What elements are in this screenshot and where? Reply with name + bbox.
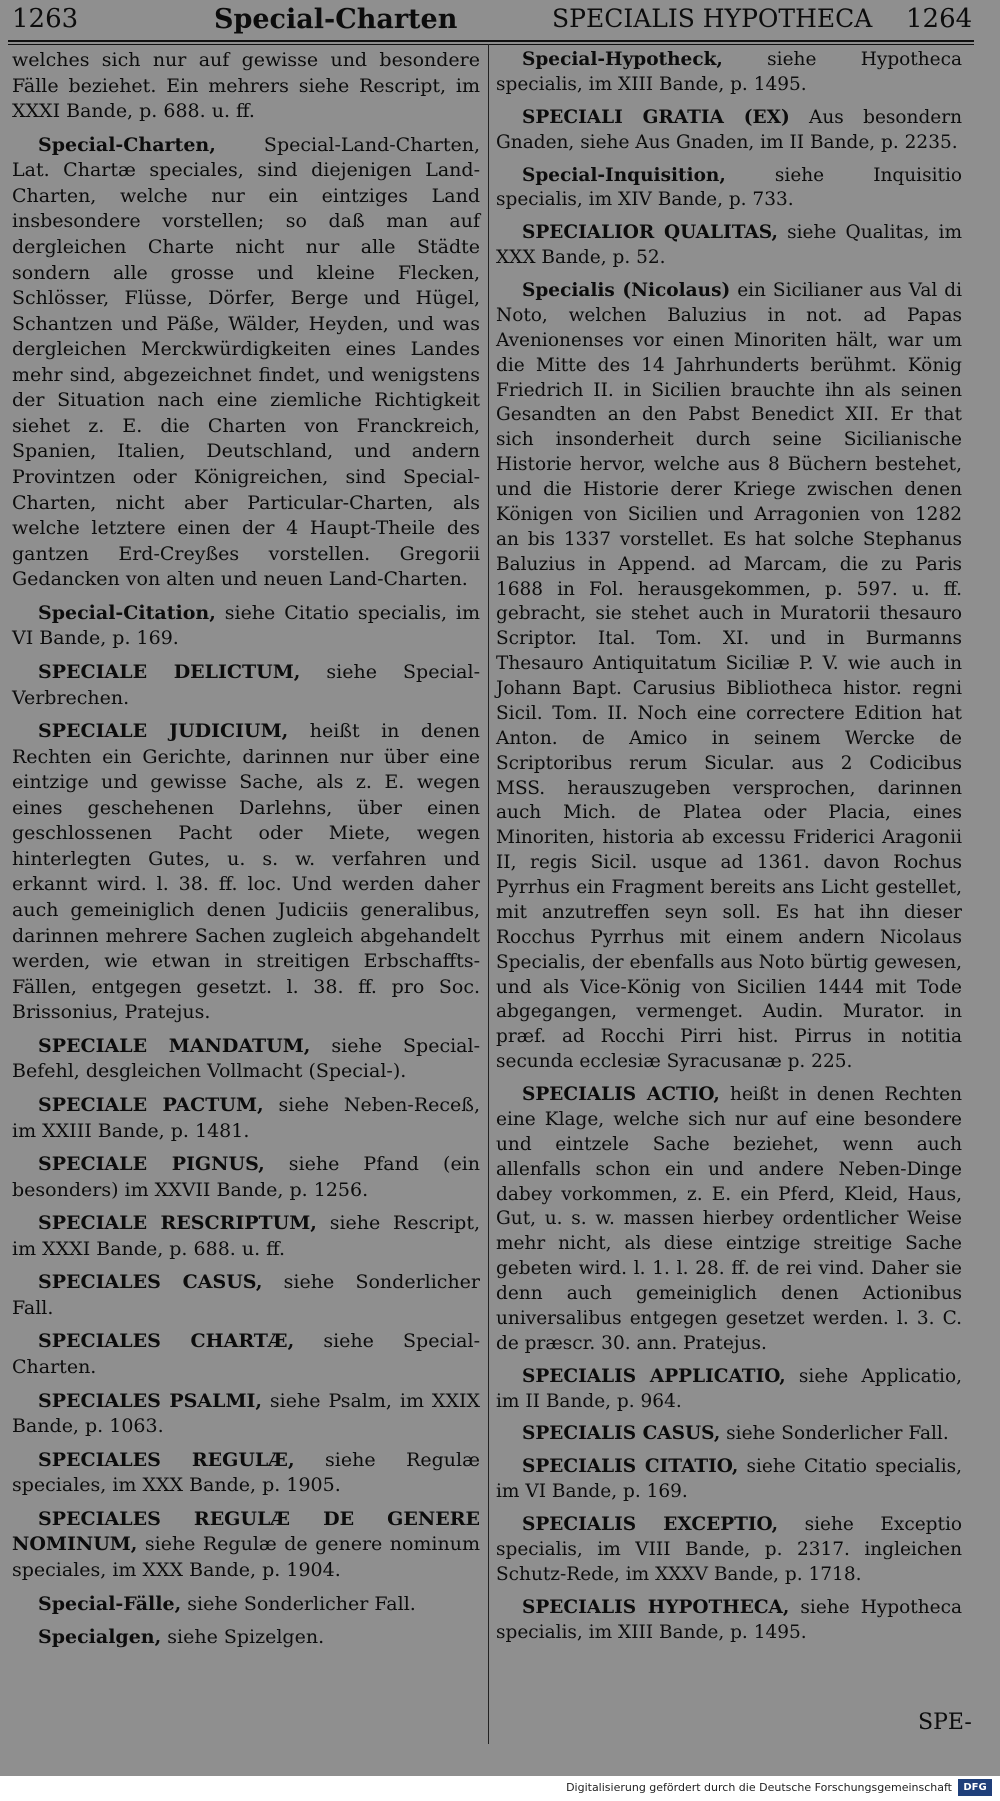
dictionary-entry [496,164,962,214]
funding-credit: Digitalisierung gefördert durch die Deutsche Forschungsgemeinschaft [566,1781,952,1794]
dictionary-entry [496,1455,962,1505]
entry-text: siehe Sonderlicher Fall. [720,1423,949,1445]
entry-text: siehe Qualitas, im XXX Bande, p. 52. [496,222,962,269]
dictionary-entry [12,1625,480,1651]
entry-headword: SPECIALIS CASUS, [522,1423,721,1445]
entry-headword: SPECIALE PACTUM, [38,1093,264,1116]
entry-headword: SPECIALIS EXCEPTIO, [522,1514,779,1535]
dictionary-entry [12,1034,480,1085]
dictionary-entry [12,1448,480,1499]
header-rule [8,40,974,42]
entry-headword: SPECIALE RESCRIPTUM, [38,1212,317,1235]
right-page-number: 1264 [906,4,973,34]
entry-headword: Special-Charten, [38,133,216,156]
entry-headword: SPECIALE MANDATUM, [38,1034,311,1057]
entry-text: siehe Regulæ speciales, im XXX Bande, p. 1905. [12,1448,480,1497]
entry-headword: SPECIALIOR QUALITAS, [522,222,778,244]
entry-text: siehe Hypotheca specialis, im XIII Bande, p. 1495. [496,1596,962,1643]
entry-headword: SPECIALES CASUS, [38,1271,263,1294]
dictionary-entry [12,133,480,593]
entry-text: siehe Hypotheca specialis, im XIII Bande, p. 1495. [496,49,962,95]
left-running-title: Special-Charten [214,4,458,35]
dictionary-entry [496,279,962,1075]
dictionary-entry [496,106,962,156]
entry-text: welches sich nur auf gewisse und besondere Fälle beziehet. Ein mehrers siehe Rescript, im XXXI Bande, p. 688. u. ff. [12,49,480,123]
entry-text: siehe Exceptio specialis, im VIII Bande, p. 2317. ingleichen Schutz-Rede, im XXXV Bande, p. 1718. [496,1514,962,1585]
dictionary-entry [12,719,480,1026]
entry-headword: Special-Fälle, [38,1592,182,1615]
entry-headword: SPECIALE DELICTUM, [38,660,301,683]
dictionary-entry [12,660,480,711]
dictionary-entry [12,1093,480,1144]
entry-text: siehe Sonderlicher Fall. [181,1592,416,1615]
left-page-number: 1263 [12,4,79,34]
entry-headword: SPECIALI GRATIA (EX) [522,106,790,128]
entry-headword: Special-Inquisition, [522,164,726,186]
digitization-footer [0,1776,1000,1801]
entry-text: siehe Applicatio, im II Bande, p. 964. [496,1365,962,1412]
entry-headword: SPECIALES CHARTÆ, [38,1330,295,1353]
dictionary-entry [496,1365,962,1415]
column-divider [488,44,489,1744]
dictionary-entry [12,1389,480,1440]
dictionary-entry [12,1211,480,1262]
left-column [12,48,480,1659]
dictionary-entry [496,1422,962,1447]
entry-text: heißt in denen Rechten eine Klage, welche sich nur auf eine besondere und eintzele Sache beziehet, wenn auch allenfalls schon ein und andere Neben-Dinge dabey vorkommen, z. E. ein Pferd, Kleid, Haus, Gut, u. s. w. massen hierbey ordentlicher Weise mehr nicht, als diese eintzige streitige Sache gebeten wird. l. 1. l. 28. ff. de rei vind. Daher sie denn auch gemeiniglich denen Actionibus universalibus entgegen gesetzet werden. l. 3. C. de præscr. 30. ann. Pratejus. [496,1084,962,1354]
dictionary-entry [12,1152,480,1203]
dictionary-entry [12,1507,480,1584]
entry-text: ein Sicilianer aus Val di Noto, welchen Baluzius in not. ad Papas Avenionenses vor einen Minoriten hält, war um die Mitte des 14 Jahrhunderts berühmt. König Friedrich II. in Sicilien brauchte ihn als seinen Gesandten an den Pabst Benedict XII. Er that sich insonderheit durch seine Sicilianische Historie hervor, welche aus 8 Büchern bestehet, und die Historie derer Kriege zwischen denen Königen von Sicilien und Arragonien von 1282 an bis 1337 vorstellet. Es hat solche Stephanus Baluzius in Append. ad Marcam, die zu Paris 1688 in Fol. herausgekommen, p. 597. u. ff. gebracht, sie stehet auch in Muratorii thesauro Scriptor. Ital. Tom. XI. und in Burmanns Thesauro Antiquitatum Siciliæ P. V. wie auch in Johann Bapt. Carusius Bibliotheca histor. regni Sicil. Tom. II. Noch eine correctere Edition hat Anton. de Amico in seinem Wercke de Scriptoribus rerum Sicular. aus 2 Codicibus MSS. herauszugeben versprochen, darinnen auch Mich. de Platea oder Placia, eines Minoriten, historia ab excessu Friderici Aragonii II, regis Sicil. usque ad 1361. davon Rochus Pyrrhus ein Fragment bereits ans Licht gestellet, mit anzutreffen seyn soll. Es hat ihn dieser Rocchus Pyrrhus mit einem andern Nicolaus Specialis, der ebenfalls aus Noto bürtig gewesen, und als Vice-König von Sicilien 1444 mit Tode abgegangen, vermenget. Audin. Murator. in præf. ad Rocchi Pirri hist. Pirrus in notitia secunda ecclesiæ Syracusanæ p. 225. [496,280,962,1073]
entry-text: siehe Special-Befehl, desgleichen Vollmacht (Special-). [12,1034,480,1083]
entry-text: Aus besondern Gnaden, siehe Aus Gnaden, im II Bande, p. 2235. [496,106,962,153]
entry-text: siehe Inquisitio specialis, im XIV Bande, p. 733. [496,164,962,211]
entry-headword: SPECIALE JUDICIUM, [38,720,289,743]
dictionary-entry [12,1270,480,1321]
dictionary-entry [496,1596,962,1646]
entry-headword: Specialis (Nicolaus) [522,280,731,301]
dictionary-entry [496,221,962,271]
entry-text: siehe Psalm, im XXIX Bande, p. 1063. [12,1389,481,1438]
entry-text: siehe Citatio specialis, im VI Bande, p. 169. [496,1456,962,1503]
dictionary-entry [496,48,962,98]
entry-text: siehe Regulæ de genere nominum speciales, im XXX Bande, p. 1904. [12,1533,480,1581]
entry-headword: Special-Citation, [38,601,216,624]
entry-headword: Special-Hypotheck, [522,49,723,70]
header-rule-secondary [8,44,974,45]
dfg-logo-icon: DFG [958,1779,992,1796]
entry-headword: SPECIALIS ACTIO, [522,1084,720,1105]
entry-headword: SPECIALIS APPLICATIO, [522,1365,786,1387]
entry-headword: SPECIALES REGULÆ DE GENERE NOMINUM, [12,1507,480,1556]
entry-headword: Specialgen, [38,1626,162,1649]
running-header [0,0,1000,50]
entry-headword: SPECIALE PIGNUS, [38,1153,265,1176]
dictionary-entry [496,1513,962,1588]
entry-text: siehe Sonderlicher Fall. [12,1271,481,1319]
entry-headword: SPECIALIS CITATIO, [522,1456,739,1478]
entry-headword: SPECIALES PSALMI, [38,1389,262,1412]
entry-text: siehe Spizelgen. [161,1626,325,1649]
dictionary-entry [12,48,480,125]
entry-text: siehe Neben-Receß, im XXIII Bande, p. 1481. [12,1093,480,1142]
entry-text: siehe Citatio specialis, im VI Bande, p. 169. [12,601,480,650]
entry-headword: SPECIALIS HYPOTHECA, [522,1596,790,1618]
dictionary-entry [12,1329,480,1380]
right-running-title: SPECIALIS HYPOTHECA [552,4,873,33]
entry-text: siehe Pfand (ein besonders) im XXVII Bande, p. 1256. [12,1153,481,1201]
entry-text: siehe Special-Verbrechen. [12,660,480,709]
dictionary-entry [12,601,480,652]
entry-text: siehe Rescript, im XXXI Bande, p. 688. u. ff. [12,1212,480,1260]
dictionary-entry [12,1592,480,1618]
entry-text: heißt in denen Rechten ein Gerichte, darinnen nur über eine eintzige und gewisse Sache, als z. E. wegen eines geschehenen Darlehns, über einen geschlossenen Pacht oder Miete, wegen hinterlegten Gutes, u. s. w. verfahren und erkannt wird. l. 38. ff. loc. Und werden daher auch gemeiniglich denen Judiciis generalibus, darinnen mehrere Sachen zugleich abgehandelt werden, wie etwan in streitigen Erbschaffts-Fällen, entgegen gesetzt. l. 38. ff. pro Soc. Brissonius, Pratejus. [12,720,480,1024]
entry-text: siehe Special-Charten. [12,1330,480,1378]
right-column [496,48,962,1653]
catchword: SPE- [918,1710,972,1735]
entry-headword: SPECIALES REGULÆ, [38,1448,295,1471]
dictionary-entry [496,1083,962,1357]
entry-text: Special-Land-Charten, Lat. Chartæ speciales, sind diejenigen Land-Charten, welche nur ein eintziges Land insbesondere vorstellen; so daß man auf dergleichen Charte nicht nur alle Städte sondern alle grosse und kleine Flecken, Schlösser, Flüsse, Dörfer, Berge und Hügel, Schantzen und Päße, Wälder, Heyden, und was dergleichen Merckwürdigkeiten eines Landes mehr sind, abgezeichnet findet, und wenigstens der Situation nach eine ziemliche Richtigkeit siehet z. E. die Charten von Franckreich, Spanien, Italien, Deutschland, und andern Provintzen oder Königreichen, sind Special-Charten, nicht aber Particular-Charten, als welche letztere einen der 4 Haupt-Theile des gantzen Erd-Creyßes vorstellen. Gregorii Gedancken von alten und neuen Land-Charten. [12,133,480,591]
